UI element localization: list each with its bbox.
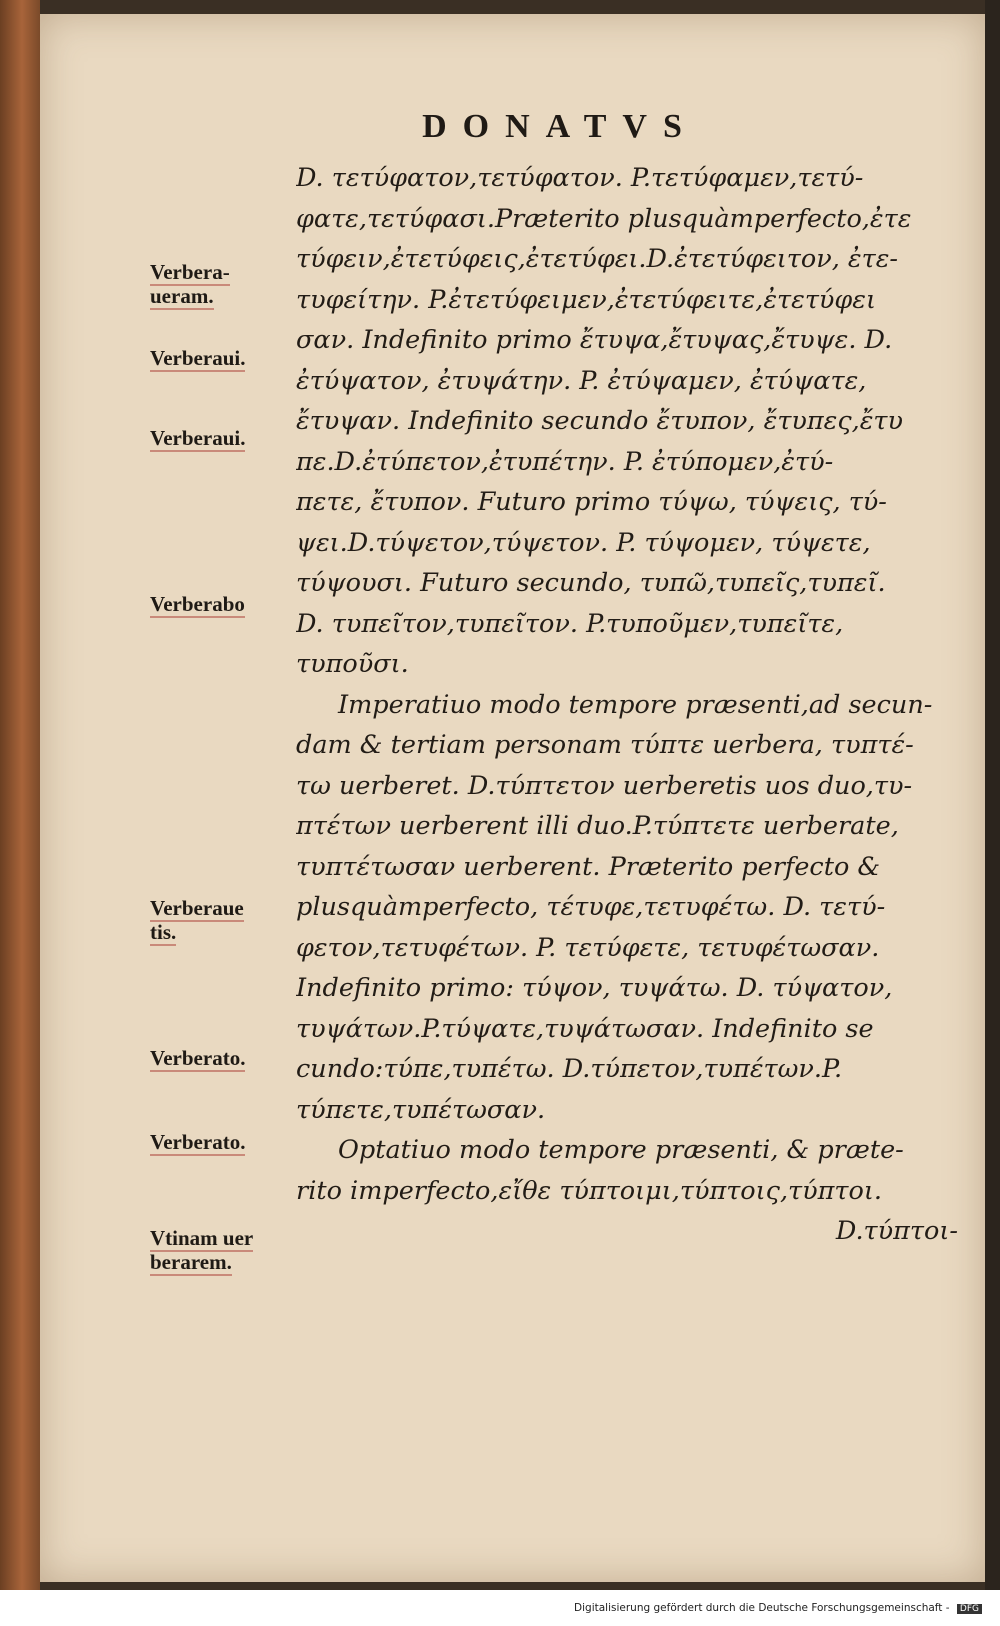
margin-note	[150, 426, 285, 450]
margin-note-line: Verberato.	[150, 1130, 246, 1154]
text-line: τύψουσι. Futuro secundo, τυπῶ,τυπεῖς,τυπεῖ.	[296, 568, 886, 598]
text-line: τω uerberet. D.τύπτετον uerberetis uos duo,τυ-	[296, 770, 913, 801]
running-header: DONATVS	[422, 108, 698, 145]
margin-note-line: Verberabo	[150, 592, 245, 616]
dfg-logo: DFG	[957, 1604, 982, 1614]
text-line: ἔτυψαν. Indefinito secundo ἔτυπον, ἔτυπες,ἔτυ	[296, 406, 904, 436]
margin-note	[150, 1046, 285, 1070]
book-spine	[0, 0, 40, 1590]
text-line: πε.D.ἐτύπετον,ἐτυπέτην. P. ἐτύπομεν,ἐτύ-	[296, 446, 834, 477]
paragraph-3	[296, 1130, 966, 1211]
margin-note	[150, 260, 285, 308]
main-text-block	[296, 158, 966, 1252]
margin-note-line: Verberaui.	[150, 346, 246, 370]
page-edge	[985, 0, 1000, 1590]
text-line: τυποῦσι.	[296, 649, 409, 679]
text-line: τυπτέτωσαν uerberent. Præterito perfecto &	[296, 851, 881, 882]
margin-note	[150, 346, 285, 370]
margin-note	[150, 896, 285, 944]
margin-note-line: Vtinam uer	[150, 1226, 254, 1250]
margin-note-line: ueram.	[150, 284, 214, 308]
text-line: πετε, ἔτυπον. Futuro primo τύψω, τύψεις, τύ-	[296, 487, 887, 517]
text-line: D. τυπεῖτον,τυπεῖτον. P.τυποῦμεν,τυπεῖτε,	[296, 608, 844, 639]
text-line: Optatiuo modo tempore præsenti, & præte-	[338, 1135, 904, 1165]
text-line: φατε,τετύφασι.Præterito plusquàmperfecto,ἐτε	[296, 203, 912, 234]
text-line: τυφείτην. P.ἐτετύφειμεν,ἐτετύφειτε,ἐτετύφει	[296, 284, 876, 315]
margin-note-line: berarem.	[150, 1250, 232, 1274]
text-line: φετον,τετυφέτων. P. τετύφετε, τετυφέτωσαν.	[296, 932, 880, 963]
margin-note-line: Verberaue	[150, 896, 244, 920]
text-line: cundo:τύπε,τυπέτω. D.τύπετον,τυπέτων.P.	[296, 1054, 843, 1084]
text-line: πτέτων uerberent illi duo.P.τύπτετε uerberate,	[296, 811, 899, 841]
text-line: Imperatiuo modo tempore præsenti,ad secun-	[338, 689, 933, 720]
text-line: τύπετε,τυπέτωσαν.	[296, 1094, 546, 1125]
text-line: τυψάτων.P.τύψατε,τυψάτωσαν. Indefinito se	[296, 1013, 874, 1044]
text-line: Indefinito primo: τύψον, τυψάτω. D. τύψατον,	[296, 973, 893, 1003]
paragraph-2	[296, 685, 966, 1131]
margin-note-line: Verbera-	[150, 260, 230, 284]
margin-note	[150, 1226, 285, 1274]
text-line: rito imperfecto,εἴθε τύπτοιμι,τύπτοις,τύπτοι.	[296, 1175, 882, 1206]
margin-note-line: Verberato.	[150, 1046, 246, 1070]
digitization-credit	[574, 1602, 982, 1614]
margin-note	[150, 1130, 285, 1154]
text-line: ἐτύψατον, ἐτυψάτην. P. ἐτύψαμεν, ἐτύψατε,	[296, 365, 867, 396]
text-line: τύφειν,ἐτετύφεις,ἐτετύφει.D.ἐτετύφειτον, ἐτε-	[296, 244, 899, 274]
text-line: ψει.D.τύψετον,τύψετον. P. τύψομεν, τύψετε,	[296, 527, 871, 558]
text-line: dam & tertiam personam τύπτε uerbera, τυπτέ-	[296, 730, 914, 760]
credit-text: Digitalisierung gefördert durch die Deutsche Forschungsgemeinschaft -	[574, 1602, 950, 1614]
text-line: plusquàmperfecto, τέτυφε,τετυφέτω. D. τετύ-	[296, 892, 886, 922]
margin-note	[150, 592, 285, 616]
catchword: D.τύπτοι-	[835, 1216, 958, 1246]
margin-note-line: Verberaui.	[150, 426, 246, 450]
text-line: D. τετύφατον,τετύφατον. P.τετύφαμεν,τετύ-	[296, 163, 864, 193]
paragraph-1	[296, 158, 966, 685]
margin-note-line: tis.	[150, 920, 177, 944]
text-line: σαν. Indefinito primo ἔτυψα,ἔτυψας,ἔτυψε. D.	[296, 325, 893, 355]
